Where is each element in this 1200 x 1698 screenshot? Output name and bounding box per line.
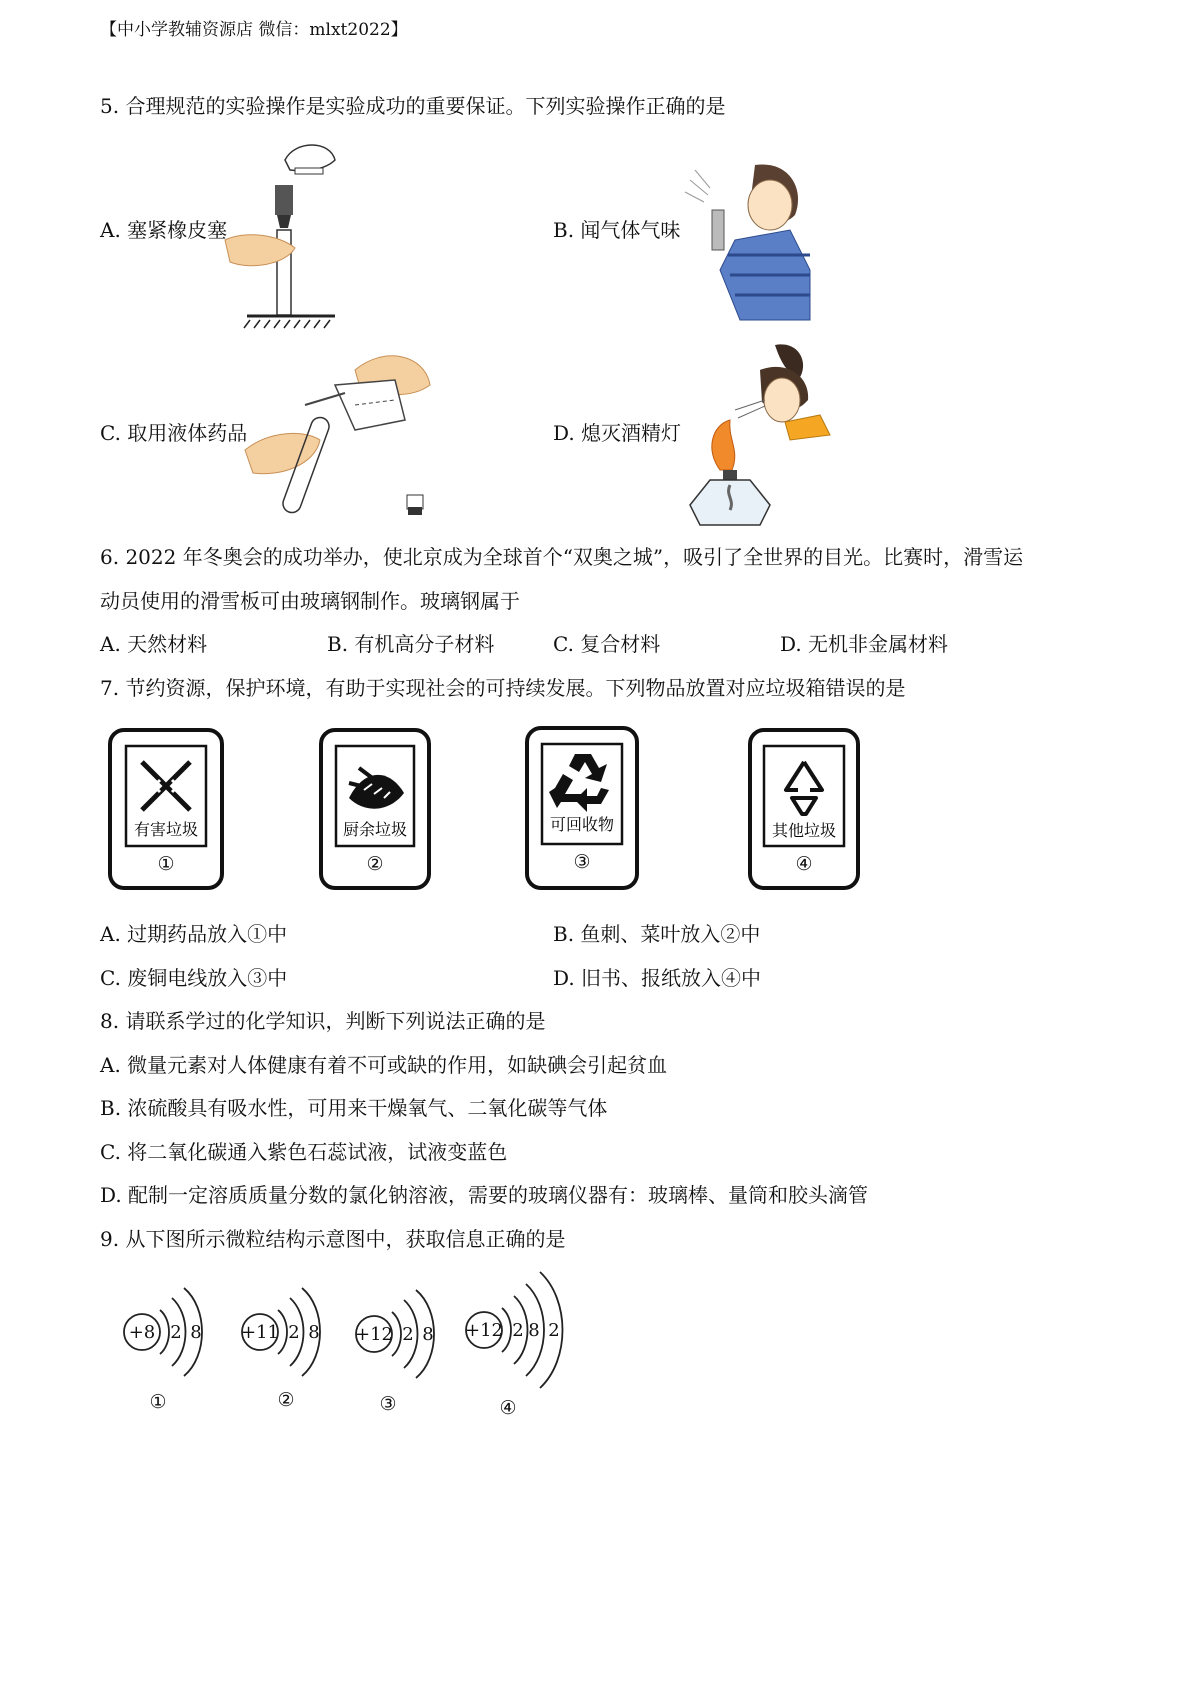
bin-number: ① — [157, 853, 175, 875]
q5-stem: 5. 合理规范的实验操作是实验成功的重要保证。下列实验操作正确的是 — [100, 94, 726, 118]
shell-electrons: 8 — [190, 1322, 202, 1343]
bin-label: 其他垃圾 — [771, 821, 837, 840]
shell-electrons: 2 — [170, 1322, 182, 1343]
bin-label: 厨余垃圾 — [342, 820, 408, 839]
q5-option-c: C. 取用液体药品 — [100, 421, 248, 445]
particle-number: ④ — [499, 1397, 517, 1419]
nucleus-charge: +8 — [128, 1322, 156, 1343]
shell-electrons: 2 — [288, 1322, 300, 1343]
q6-stem-line1: 6. 2022 年冬奥会的成功举办，使北京成为全球首个“双奥之城”，吸引了全世界的目光。比赛时，滑雪运 — [100, 545, 1024, 569]
q7-stem: 7. 节约资源，保护环境，有助于实现社会的可持续发展。下列物品放置对应垃圾箱错误的是 — [100, 676, 906, 700]
q5-option-b: B. 闻气体气味 — [553, 218, 681, 242]
q6-stem-line2: 动员使用的滑雪板可由玻璃钢制作。玻璃钢属于 — [100, 589, 520, 613]
bin-label: 可回收物 — [549, 815, 615, 834]
q7-bin-kitchen — [319, 728, 431, 890]
q5-illustration-smell — [680, 160, 820, 320]
q8-option-a: A. 微量元素对人体健康有着不可或缺的作用，如缺碘会引起贫血 — [100, 1053, 668, 1077]
nucleus-charge: +12 — [465, 1320, 503, 1341]
q7-option-b: B. 鱼刺、菜叶放入②中 — [553, 922, 761, 946]
q7-option-d: D. 旧书、报纸放入④中 — [553, 966, 762, 990]
bin-number: ③ — [573, 851, 591, 873]
shell-electrons: 2 — [548, 1320, 560, 1341]
q9-particle-4 — [462, 1282, 582, 1432]
q9-particle-3 — [352, 1292, 452, 1422]
bin-number: ② — [366, 853, 384, 875]
q8-option-d: D. 配制一定溶质质量分数的氯化钠溶液，需要的玻璃仪器有：玻璃棒、量筒和胶头滴管 — [100, 1183, 869, 1207]
q7-bin-hazardous — [108, 728, 224, 890]
q6-option-d: D. 无机非金属材料 — [780, 632, 949, 656]
q6-option-b: B. 有机高分子材料 — [327, 632, 495, 656]
shell-electrons: 8 — [422, 1324, 434, 1345]
particle-number: ② — [277, 1389, 295, 1411]
bin-label: 有害垃圾 — [133, 820, 199, 839]
q5-option-d: D. 熄灭酒精灯 — [553, 421, 682, 445]
q7-bin-recyclable — [525, 726, 639, 890]
q9-particle-2 — [238, 1290, 338, 1420]
q7-option-a: A. 过期药品放入①中 — [100, 922, 288, 946]
page-header: 【中小学教辅资源店 微信：mlxt2022】 — [100, 20, 408, 40]
q5-illustration-stopper — [225, 140, 355, 340]
q9-stem: 9. 从下图所示微粒结构示意图中，获取信息正确的是 — [100, 1227, 566, 1251]
q9-particle-1 — [120, 1290, 220, 1420]
shell-electrons: 2 — [512, 1320, 524, 1341]
nucleus-charge: +11 — [241, 1322, 279, 1343]
q8-option-c: C. 将二氧化碳通入紫色石蕊试液，试液变蓝色 — [100, 1140, 508, 1164]
q8-stem: 8. 请联系学过的化学知识，判断下列说法正确的是 — [100, 1009, 546, 1033]
shell-electrons: 2 — [402, 1324, 414, 1345]
q5-illustration-extinguish — [690, 340, 840, 530]
q6-option-a: A. 天然材料 — [100, 632, 208, 656]
q7-option-c: C. 废铜电线放入③中 — [100, 966, 288, 990]
q7-bin-other — [748, 728, 860, 890]
particle-number: ③ — [379, 1393, 397, 1415]
q8-option-b: B. 浓硫酸具有吸水性，可用来干燥氧气、二氧化碳等气体 — [100, 1096, 608, 1120]
particle-number: ① — [149, 1391, 167, 1413]
q6-option-c: C. 复合材料 — [553, 632, 661, 656]
shell-electrons: 8 — [308, 1322, 320, 1343]
bin-number: ④ — [795, 853, 813, 875]
shell-electrons: 8 — [528, 1320, 540, 1341]
q5-option-a: A. 塞紧橡皮塞 — [100, 218, 228, 242]
nucleus-charge: +12 — [355, 1324, 393, 1345]
q5-illustration-pour — [245, 345, 445, 525]
